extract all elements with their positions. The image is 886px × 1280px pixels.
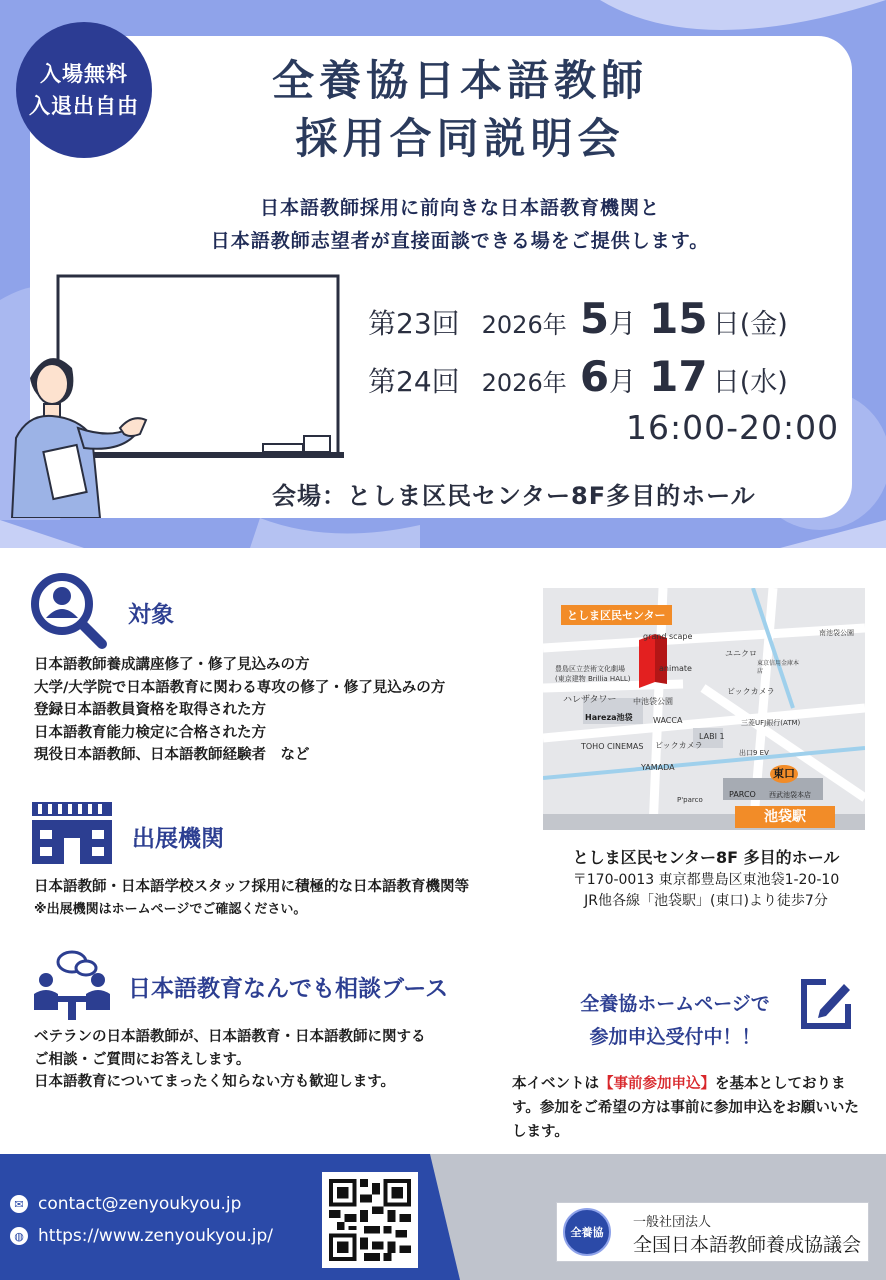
session-day: 15 <box>649 294 708 343</box>
list-item: 登録日本語教員資格を取得された方 <box>34 702 266 718</box>
consult-line: ベテランの日本語教師が、日本語教育・日本語教師に関する <box>34 1029 426 1045</box>
person-search-icon <box>28 570 108 650</box>
registration-notice <box>512 1072 862 1144</box>
badge-line1: 入場無料 <box>40 62 128 86</box>
map-label: 東京信用金庫本店 <box>757 660 800 675</box>
map-caption <box>548 846 864 912</box>
contact-email[interactable] <box>10 1194 241 1214</box>
target-list <box>34 654 445 767</box>
map-east-exit-label: 東口 <box>770 765 798 783</box>
venue-map <box>543 588 865 830</box>
map-station-label: 池袋駅 <box>735 806 835 828</box>
session-year: 2026年 <box>481 311 567 339</box>
map-label: ユニクロ <box>725 649 757 658</box>
venue-access: JR他各線「池袋駅」(東口)より徒歩7分 <box>584 893 828 909</box>
list-item: 現役日本語教師、日本語教師経験者 など <box>34 747 310 763</box>
badge-line2: 入退出自由 <box>29 94 139 118</box>
map-label: P'parco <box>677 796 703 804</box>
exhibitors-heading: 出展機関 <box>132 826 224 852</box>
map-label: animate <box>659 664 692 673</box>
consult-heading: 日本語教育なんでも相談ブース <box>128 976 449 1002</box>
map-label: (東京建物 Brillia HALL) <box>555 675 631 683</box>
target-heading: 対象 <box>128 602 174 628</box>
map-label: ハレザタワー <box>563 695 617 705</box>
website-link[interactable]: https://www.zenyoukyou.jp/ <box>38 1226 274 1246</box>
event-title <box>160 52 760 168</box>
map-label: ビックカメラ <box>727 687 775 696</box>
venue-name: としま区民センター8F 多目的ホール <box>572 848 840 867</box>
homepage-callout <box>540 988 810 1054</box>
month-unit: 月 <box>609 367 637 398</box>
event-subtitle <box>60 192 860 258</box>
session-month: 6 <box>579 352 610 401</box>
homepage-line2: 参加申込受付中！！ <box>589 1026 761 1048</box>
title-line1: 全養協日本語教師 <box>271 56 648 105</box>
free-entry-badge <box>16 22 152 158</box>
map-label: 南池袋公園 <box>819 629 854 637</box>
session-year: 2026年 <box>481 369 567 397</box>
exhibitors-line: 日本語教師・日本語学校スタッフ採用に積極的な日本語教育機関等 <box>34 879 469 895</box>
notice-post: を基本としております。参加をご希望の方は事前に参加申込をお願いいたします。 <box>512 1076 859 1140</box>
list-item: 日本語教師養成講座修了・修了見込みの方 <box>34 657 310 673</box>
map-label: 中池袋公園 <box>633 697 673 706</box>
globe-icon: ◍ <box>10 1227 28 1245</box>
day-unit: 日 <box>712 367 740 398</box>
consultation-booth-icon <box>32 950 112 1022</box>
exhibitors-text <box>34 876 469 921</box>
organizer-type: 一般社団法人 <box>633 1215 712 1230</box>
session-weekday: (水) <box>739 367 788 398</box>
organizer-logo: 全養協 <box>563 1208 611 1256</box>
session-ordinal: 第23回 <box>368 307 460 340</box>
map-label: YAMADA <box>641 763 675 772</box>
map-label: LABI 1 <box>699 732 725 741</box>
email-link[interactable]: contact@zenyoukyou.jp <box>38 1194 242 1214</box>
day-unit: 日 <box>712 309 740 340</box>
event-time: 16:00-20:00 <box>626 408 840 447</box>
map-label: Hareza池袋 <box>585 713 633 722</box>
session-ordinal: 第24回 <box>368 365 460 398</box>
notice-highlight: 【事前参加申込】 <box>599 1076 715 1092</box>
map-label: 西武池袋本店 <box>769 791 811 799</box>
session-day: 17 <box>649 352 708 401</box>
map-label: 出口9 EV <box>739 749 769 757</box>
list-item: 大学/大学院で日本語教育に関わる専攻の修了・修了見込みの方 <box>34 679 446 696</box>
map-label: ビックカメラ <box>655 741 703 750</box>
session-24-date <box>368 352 828 401</box>
consult-line: 日本語教育についてまったく知らない方も歓迎します。 <box>34 1074 396 1090</box>
map-venue-label: としま区民センター <box>561 605 672 625</box>
homepage-line1: 全養協ホームページで <box>580 993 770 1015</box>
map-label: grand scape <box>643 632 693 641</box>
title-line2: 採用合同説明会 <box>295 114 625 163</box>
building-icon <box>32 802 112 864</box>
session-weekday: (金) <box>739 309 788 340</box>
organizer-name: 全国日本語教師養成協議会 <box>633 1234 862 1256</box>
month-unit: 月 <box>609 309 637 340</box>
map-label: 三菱UFJ銀行(ATM) <box>741 719 801 727</box>
map-label: 豊島区立芸術文化劇場 <box>555 665 625 673</box>
session-23-date <box>368 294 828 343</box>
edit-form-icon <box>798 976 854 1032</box>
session-month: 5 <box>579 294 610 343</box>
mail-icon: ✉ <box>10 1195 28 1213</box>
contact-website[interactable] <box>10 1226 273 1246</box>
organizer-box <box>556 1202 869 1262</box>
venue-line: 会場：としま区民センター8F多目的ホール <box>272 482 756 510</box>
qr-code <box>322 1172 418 1268</box>
map-label: TOHO CINEMAS <box>581 742 644 751</box>
consult-text <box>34 1026 426 1094</box>
notice-pre: 本イベントは <box>512 1076 599 1092</box>
map-label: PARCO <box>729 790 756 799</box>
subtitle-line2: 日本語教師志望者が直接面談できる場をご提供します。 <box>210 230 710 252</box>
list-item: 日本語教育能力検定に合格された方 <box>34 724 266 741</box>
consult-line: ご相談・ご質問にお答えします。 <box>34 1051 251 1068</box>
venue-address: 〒170-0013 東京都豊島区東池袋1-20-10 <box>572 872 840 888</box>
map-label: WACCA <box>653 716 683 725</box>
subtitle-line1: 日本語教師採用に前向きな日本語教育機関と <box>259 197 660 219</box>
exhibitors-note: ※出展機関はホームページでご確認ください。 <box>34 901 307 917</box>
